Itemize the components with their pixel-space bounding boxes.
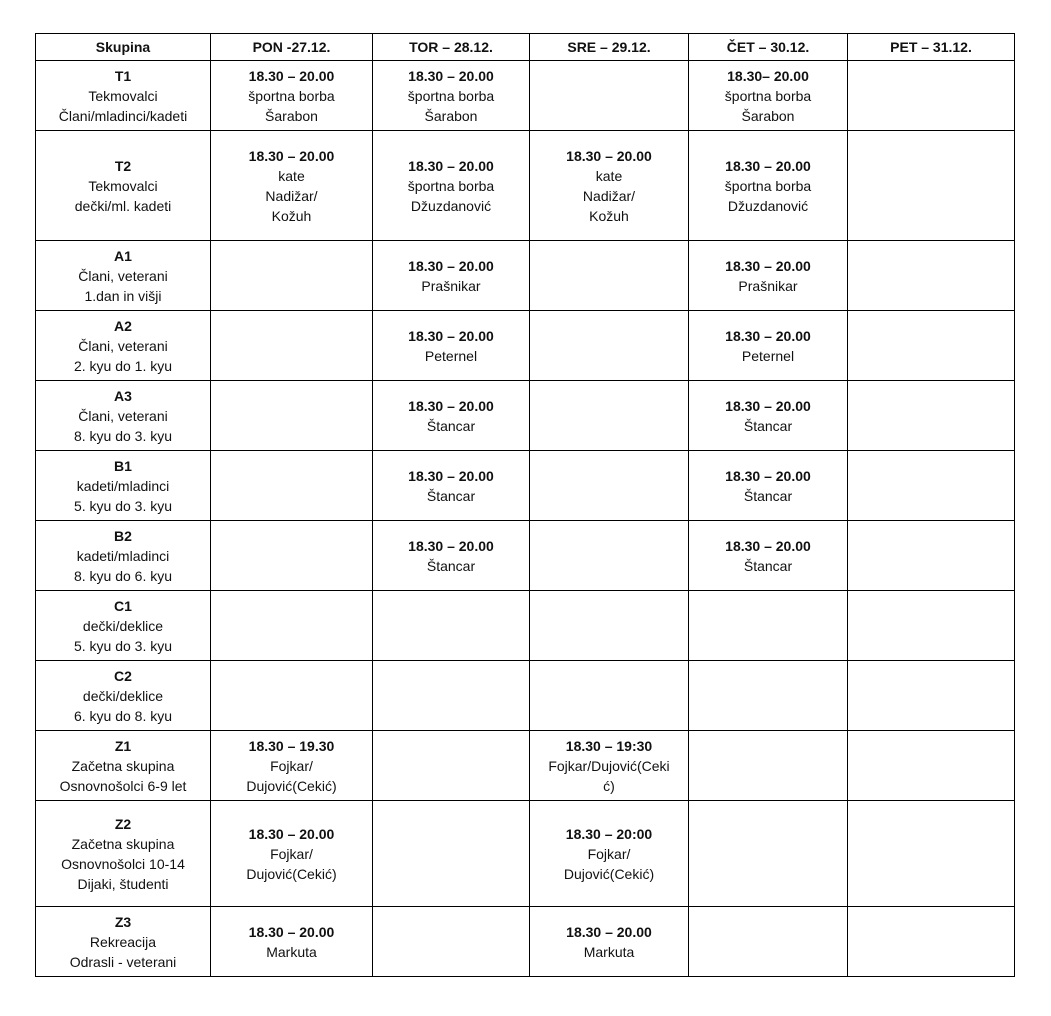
group-cell — [36, 907, 211, 977]
schedule-cell — [530, 311, 689, 381]
schedule-cell — [689, 311, 848, 381]
table-row — [36, 311, 1015, 381]
session-detail: športna borba — [724, 177, 812, 194]
group-code: T2 — [114, 157, 132, 174]
group-desc: Dijaki, študenti — [77, 875, 169, 892]
schedule-cell — [373, 451, 530, 521]
table-row — [36, 801, 1015, 907]
schedule-cell — [211, 61, 373, 131]
group-code: Z2 — [114, 815, 132, 832]
session-time: 18.30 – 20.00 — [725, 397, 811, 414]
group-code: C2 — [114, 667, 132, 684]
schedule-cell — [373, 131, 530, 241]
schedule-cell — [689, 731, 848, 801]
schedule-cell — [530, 591, 689, 661]
schedule-cell — [689, 907, 848, 977]
schedule-cell — [373, 801, 530, 907]
schedule-cell — [848, 801, 1015, 907]
session-detail: športna borba — [407, 177, 495, 194]
session-detail: Dujović(Cekić) — [246, 777, 337, 794]
group-code: A1 — [114, 247, 132, 264]
schedule-cell — [211, 801, 373, 907]
group-desc: dečki/deklice — [82, 687, 164, 704]
schedule-cell — [689, 591, 848, 661]
group-desc: Člani, veterani — [78, 407, 168, 424]
header-group: Skupina — [36, 34, 211, 61]
group-code: T1 — [114, 67, 132, 84]
schedule-cell — [848, 61, 1015, 131]
group-desc: 6. kyu do 8. kyu — [73, 707, 173, 724]
group-cell — [36, 661, 211, 731]
schedule-cell — [689, 661, 848, 731]
group-desc: Začetna skupina — [71, 757, 175, 774]
group-desc: Osnovnošolci 6-9 let — [59, 777, 187, 794]
session-detail: Džuzdanović — [410, 197, 492, 214]
session-time: 18.30 – 20.00 — [248, 825, 335, 842]
session-time: 18.30 – 19:30 — [565, 737, 653, 754]
session-time: 18.30 – 20.00 — [725, 327, 811, 344]
session-detail: Dujović(Cekić) — [246, 865, 337, 882]
schedule-cell — [530, 61, 689, 131]
group-cell — [36, 131, 211, 241]
session-detail: Prašnikar — [421, 277, 481, 294]
session-time: 18.30 – 20.00 — [725, 157, 811, 174]
header-day: PON -27.12. — [211, 34, 373, 61]
session-time: 18.30 – 20.00 — [566, 147, 652, 164]
session-detail: Fojkar/ — [587, 845, 631, 862]
group-desc: dečki/deklice — [82, 617, 164, 634]
group-code: B2 — [114, 527, 132, 544]
session-time: 18.30 – 20.00 — [408, 537, 494, 554]
session-detail: Fojkar/ — [270, 757, 313, 774]
table-row — [36, 61, 1015, 131]
group-cell — [36, 311, 211, 381]
schedule-table — [35, 33, 1015, 977]
group-desc: Člani, veterani — [78, 267, 168, 284]
session-detail: Fojkar/ — [270, 845, 313, 862]
table-row — [36, 907, 1015, 977]
session-detail: Štancar — [426, 557, 476, 574]
session-time: 18.30 – 20.00 — [725, 537, 811, 554]
session-detail: Kožuh — [589, 207, 629, 224]
group-cell — [36, 381, 211, 451]
schedule-cell — [848, 451, 1015, 521]
schedule-cell — [211, 381, 373, 451]
schedule-cell — [848, 661, 1015, 731]
schedule-cell — [373, 241, 530, 311]
schedule-cell — [530, 731, 689, 801]
table-row — [36, 131, 1015, 241]
group-code: A2 — [114, 317, 132, 334]
group-desc: kadeti/mladinci — [76, 477, 170, 494]
session-detail: Šarabon — [265, 107, 318, 124]
schedule-cell — [530, 381, 689, 451]
session-detail: športna borba — [724, 87, 812, 104]
table-row — [36, 731, 1015, 801]
session-detail: Markuta — [583, 943, 635, 960]
group-code: B1 — [114, 457, 132, 474]
session-detail: Kožuh — [271, 207, 312, 224]
schedule-cell — [373, 661, 530, 731]
session-detail: Prašnikar — [738, 277, 798, 294]
group-desc: 2. kyu do 1. kyu — [73, 357, 173, 374]
session-detail: Štancar — [426, 417, 476, 434]
session-detail: Šarabon — [741, 107, 795, 124]
schedule-cell — [211, 311, 373, 381]
schedule-cell — [848, 907, 1015, 977]
group-code: A3 — [114, 387, 132, 404]
session-detail: Štancar — [743, 417, 793, 434]
schedule-cell — [848, 241, 1015, 311]
group-desc: 5. kyu do 3. kyu — [73, 637, 173, 654]
schedule-cell — [211, 731, 373, 801]
header-day: PET – 31.12. — [848, 34, 1015, 61]
session-detail: kate — [595, 167, 623, 184]
schedule-cell — [530, 661, 689, 731]
session-time: 18.30 – 20:00 — [565, 825, 653, 842]
group-desc: 5. kyu do 3. kyu — [73, 497, 173, 514]
session-time: 18.30 – 20.00 — [408, 397, 494, 414]
session-detail: Markuta — [266, 943, 317, 960]
session-detail: športna borba — [248, 87, 335, 104]
schedule-cell — [689, 131, 848, 241]
group-desc: 1.dan in višji — [84, 287, 162, 304]
schedule-cell — [211, 661, 373, 731]
session-time: 18.30 – 20.00 — [408, 327, 494, 344]
session-detail: športna borba — [407, 87, 495, 104]
group-desc: Začetna skupina — [71, 835, 175, 852]
group-code: C1 — [114, 597, 132, 614]
schedule-cell — [689, 521, 848, 591]
session-time: 18.30 – 20.00 — [248, 923, 335, 940]
table-row — [36, 241, 1015, 311]
session-detail: Štancar — [426, 487, 476, 504]
group-code: Z3 — [114, 913, 132, 930]
session-detail: kate — [278, 167, 305, 184]
schedule-cell — [211, 907, 373, 977]
schedule-cell — [530, 907, 689, 977]
group-desc: Člani, veterani — [78, 337, 168, 354]
session-detail: Nadižar/ — [265, 187, 318, 204]
schedule-cell — [530, 451, 689, 521]
session-detail: Džuzdanović — [727, 197, 809, 214]
schedule-cell — [373, 521, 530, 591]
schedule-cell — [373, 61, 530, 131]
session-time: 18.30– 20.00 — [727, 67, 809, 84]
schedule-cell — [689, 381, 848, 451]
schedule-cell — [211, 451, 373, 521]
table-row — [36, 381, 1015, 451]
session-detail: Šarabon — [424, 107, 478, 124]
schedule-cell — [848, 381, 1015, 451]
group-desc: Tekmovalci — [88, 177, 158, 194]
group-desc: kadeti/mladinci — [76, 547, 170, 564]
schedule-cell — [530, 241, 689, 311]
table-row — [36, 591, 1015, 661]
schedule-cell — [530, 801, 689, 907]
group-desc: Rekreacija — [89, 933, 157, 950]
session-time: 18.30 – 20.00 — [408, 157, 494, 174]
group-cell — [36, 451, 211, 521]
session-time: 18.30 – 20.00 — [408, 467, 494, 484]
schedule-cell — [373, 381, 530, 451]
group-desc: 8. kyu do 6. kyu — [73, 567, 173, 584]
table-row — [36, 661, 1015, 731]
session-time: 18.30 – 19.30 — [248, 737, 335, 754]
schedule-cell — [373, 731, 530, 801]
group-desc: Tekmovalci — [88, 87, 158, 104]
table-row — [36, 451, 1015, 521]
schedule-cell — [211, 521, 373, 591]
group-cell — [36, 521, 211, 591]
session-detail: Štancar — [743, 487, 793, 504]
group-desc: Odrasli - veterani — [69, 953, 177, 970]
session-detail: Nadižar/ — [582, 187, 636, 204]
header-day: SRE – 29.12. — [530, 34, 689, 61]
session-time: 18.30 – 20.00 — [408, 257, 494, 274]
schedule-cell — [848, 521, 1015, 591]
session-detail: Dujović(Cekić) — [563, 865, 655, 882]
group-desc: Člani/mladinci/kadeti — [58, 107, 188, 124]
group-code: Z1 — [114, 737, 132, 754]
schedule-cell — [530, 131, 689, 241]
schedule-cell — [689, 61, 848, 131]
table-row — [36, 521, 1015, 591]
session-time: 18.30 – 20.00 — [248, 147, 335, 164]
schedule-cell — [211, 591, 373, 661]
group-cell — [36, 591, 211, 661]
schedule-cell — [689, 241, 848, 311]
header-row — [36, 34, 1015, 61]
session-time: 18.30 – 20.00 — [725, 467, 811, 484]
session-detail: Peternel — [424, 347, 478, 364]
session-detail: ć) — [603, 777, 615, 794]
session-time: 18.30 – 20.00 — [725, 257, 811, 274]
session-detail: Fojkar/Dujović(Ceki — [548, 757, 670, 774]
session-time: 18.30 – 20.00 — [566, 923, 652, 940]
group-cell — [36, 61, 211, 131]
schedule-cell — [211, 131, 373, 241]
schedule-cell — [689, 801, 848, 907]
schedule-cell — [373, 591, 530, 661]
session-detail: Peternel — [741, 347, 795, 364]
session-time: 18.30 – 20.00 — [408, 67, 494, 84]
session-time: 18.30 – 20.00 — [248, 67, 335, 84]
session-detail: Štancar — [743, 557, 793, 574]
schedule-cell — [373, 907, 530, 977]
schedule-cell — [848, 311, 1015, 381]
schedule-cell — [530, 521, 689, 591]
schedule-cell — [373, 311, 530, 381]
schedule-cell — [211, 241, 373, 311]
group-cell — [36, 731, 211, 801]
group-cell — [36, 241, 211, 311]
schedule-cell — [689, 451, 848, 521]
group-desc: Osnovnošolci 10-14 — [61, 855, 185, 872]
schedule-cell — [848, 731, 1015, 801]
schedule-cell — [848, 131, 1015, 241]
header-day: ČET – 30.12. — [689, 34, 848, 61]
group-desc: dečki/ml. kadeti — [74, 197, 172, 214]
group-desc: 8. kyu do 3. kyu — [73, 427, 173, 444]
group-cell — [36, 801, 211, 907]
header-day: TOR – 28.12. — [373, 34, 530, 61]
schedule-cell — [848, 591, 1015, 661]
